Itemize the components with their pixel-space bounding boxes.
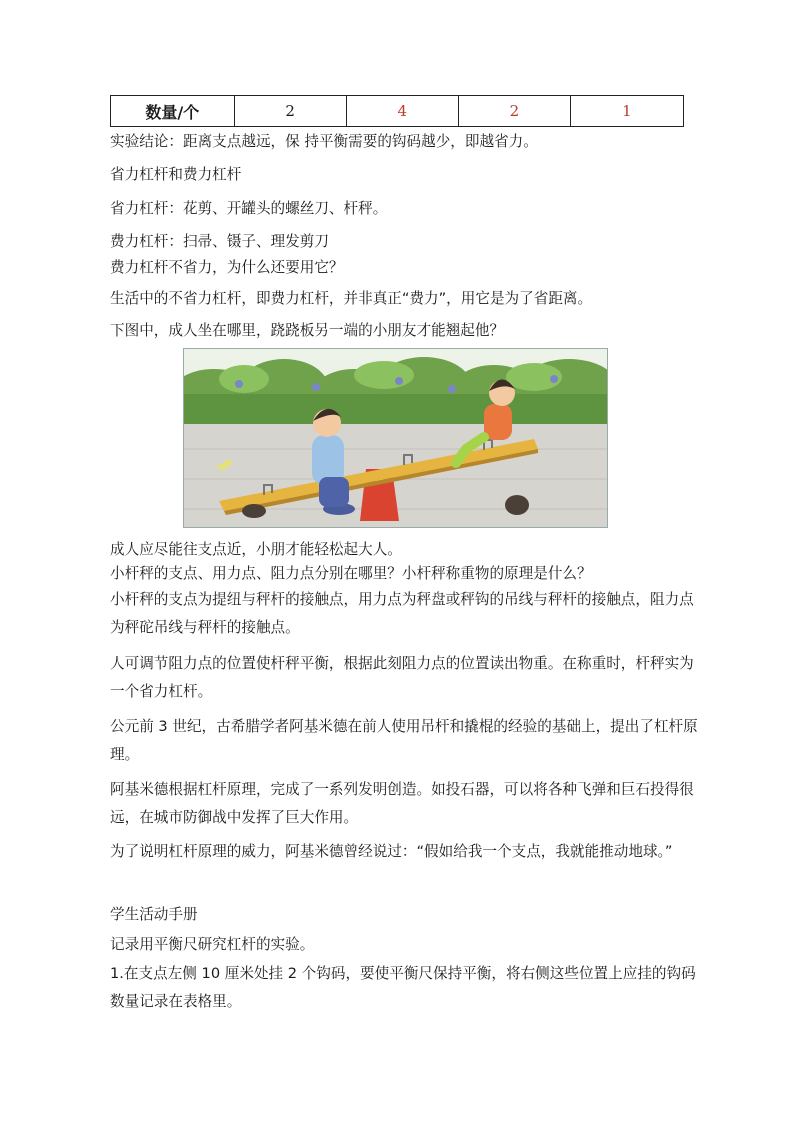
force-saving-lever-examples: 省力杠杆：花剪、开罐头的螺丝刀、杆秤。 bbox=[110, 200, 388, 217]
table-cell-3: 2 bbox=[459, 96, 571, 126]
archimedes-inventions: 阿基米德根据杠杆原理，完成了一系列发明创造。如投石器，可以将各种飞弹和巨石投得很远，在城市防御战中发挥了巨大作用。 bbox=[110, 781, 694, 826]
steelyard-question: 小杆秤的支点、用力点、阻力点分别在哪里？小杆秤称重物的原理是什么？ bbox=[110, 565, 592, 582]
hook-count-table bbox=[110, 95, 684, 127]
effort-lever-examples: 费力杠杆：扫帚、镊子、理发剪刀 bbox=[110, 233, 329, 250]
table-cell-1: 2 bbox=[235, 96, 347, 126]
activity-step-1: 1.在支点左侧 10 厘米处挂 2 个钩码，要使平衡尺保持平衡，将右侧这些位置上应挂的钩码数量记录在表格里。 bbox=[110, 965, 696, 1010]
question-effort-lever: 费力杠杆不省力，为什么还要用它？ bbox=[110, 259, 344, 276]
seesaw-answer: 成人应尽能往支点近，小朋才能轻松起大人。 bbox=[110, 541, 402, 558]
section-heading-levers: 省力杠杆和费力杠杆 bbox=[110, 166, 242, 183]
experiment-conclusion: 实验结论：距离支点越远，保 持平衡需要的钩码越少，即越省力。 bbox=[110, 133, 538, 150]
answer-effort-lever: 生活中的不省力杠杆，即费力杠杆，并非真正“费力”，用它是为了省距离。 bbox=[110, 290, 593, 307]
seesaw-drawing bbox=[184, 349, 608, 528]
table-cell-4: 1 bbox=[622, 102, 632, 120]
seesaw-question: 下图中，成人坐在哪里，跷跷板另一端的小朋友才能翘起他？ bbox=[110, 322, 505, 339]
activity-instruction: 记录用平衡尺研究杠杆的实验。 bbox=[110, 936, 315, 953]
archimedes-history: 公元前 3 世纪，古希腊学者阿基米德在前人使用吊杆和撬棍的经验的基础上，提出了杠杆原理。 bbox=[110, 718, 698, 763]
activity-handbook-heading: 学生活动手册 bbox=[110, 906, 198, 923]
steelyard-principle: 人可调节阻力点的位置使杆秤平衡，根据此刻阻力点的位置读出物重。在称重时，杆秤实为一个省力杠杆。 bbox=[110, 655, 694, 700]
archimedes-quote: 为了说明杠杆原理的威力，阿基米德曾经说过：“假如给我一个支点，我就能推动地球。” bbox=[110, 843, 673, 860]
table-cell-2: 4 bbox=[347, 96, 459, 126]
seesaw-illustration bbox=[183, 348, 608, 528]
steelyard-answer: 小杆秤的支点为提纽与秤杆的接触点，用力点为秤盘或秤钩的吊线与秤杆的接触点，阻力点为秤砣吊线与秤杆的接触点。 bbox=[110, 591, 694, 636]
table-header-cell: 数量/个 bbox=[111, 96, 235, 126]
